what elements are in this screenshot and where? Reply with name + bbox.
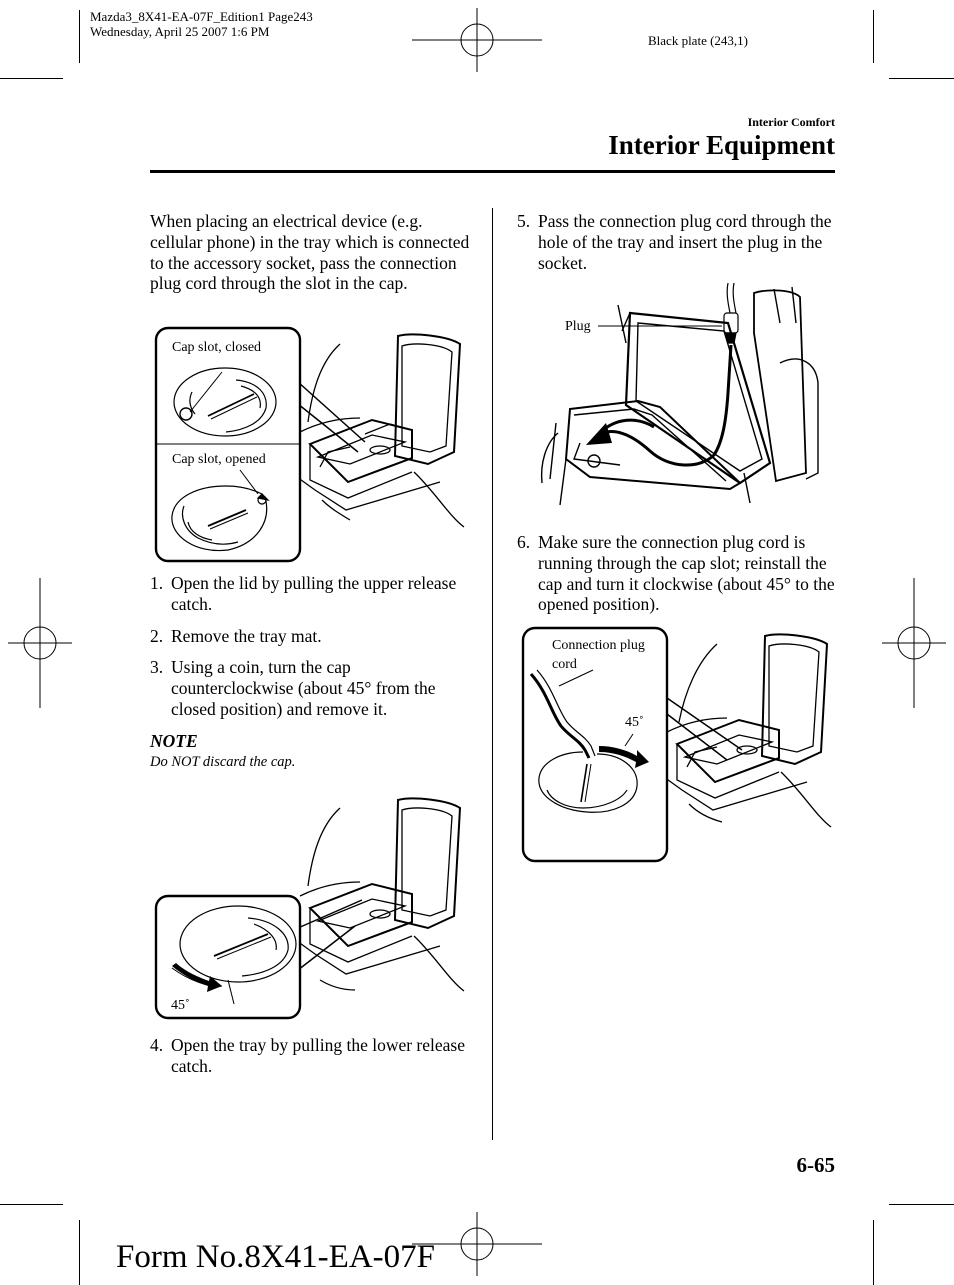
label-cap-slot-opened: Cap slot, opened: [172, 452, 266, 467]
step-number: 2.: [150, 625, 164, 646]
step5-list: [517, 211, 835, 284]
column-divider: [492, 208, 493, 1140]
list-item: [150, 573, 470, 615]
intro-paragraph: When placing an electrical device (e.g. cellular phone) in the tray which is connected to the accessory socket, pass the connection plug cord through the slot in the cap.: [150, 211, 470, 294]
step-text: Make sure the connection plug cord is running through the cap slot; reinstall the cap and turn it clockwise (about 45° to the opened position).: [538, 532, 835, 615]
step-number: 4.: [150, 1035, 164, 1055]
list-item: [517, 211, 835, 273]
page-number: 6-65: [796, 1153, 835, 1177]
list-item: [517, 532, 835, 615]
print-file-line2: Wednesday, April 25 2007 1:6 PM: [90, 24, 270, 39]
step-number: 1.: [150, 573, 164, 593]
print-file-info: [90, 9, 313, 39]
steps-list-left: [150, 573, 470, 731]
step-number: 3.: [150, 657, 164, 678]
registration-mark-left: [8, 578, 72, 708]
print-file-line1: Mazda3_8X41-EA-07F_Edition1 Page243: [90, 9, 313, 24]
step-number: 5.: [517, 211, 531, 231]
label-angle-45: 45˚: [625, 715, 644, 730]
form-number: Form No.8X41-EA-07F: [116, 1239, 435, 1275]
step-number: 6.: [517, 532, 531, 552]
step-text: Open the lid by pulling the upper release catch.: [171, 573, 457, 614]
figure-plug-socket: [530, 283, 830, 523]
note-text: Do NOT discard the cap.: [150, 754, 296, 770]
label-plug: Plug: [565, 319, 591, 334]
step6-list: [517, 532, 835, 626]
step-text: Pass the connection plug cord through the hole of the tray and insert the plug in the socket.: [538, 211, 832, 273]
label-cord-line1: Connection plug: [552, 638, 645, 653]
step-text: Using a coin, turn the cap counterclockwise (about 45° from the closed position) and remove it.: [171, 657, 436, 719]
label-cord-line2: cord: [552, 657, 577, 672]
turn-cap-illustration: [150, 790, 470, 1025]
cap-slot-illustration: [150, 322, 470, 567]
list-item: [150, 626, 470, 647]
list-item: [150, 657, 470, 719]
page-title: Interior Equipment: [608, 130, 835, 160]
registration-mark-top: [412, 8, 542, 72]
section-label: Interior Comfort: [747, 115, 835, 129]
title-rule: [150, 170, 835, 173]
step4-list: [150, 1035, 470, 1088]
list-item: [150, 1035, 470, 1077]
label-angle-45: 45˚: [171, 998, 190, 1013]
label-connection-cord: [552, 636, 645, 674]
step-text: Open the tray by pulling the lower release catch.: [171, 1035, 465, 1076]
figure-turn-cap: [150, 790, 470, 1025]
label-cap-slot-closed: Cap slot, closed: [172, 340, 262, 355]
step-text: Remove the tray mat.: [171, 625, 322, 646]
figure-cap-slot: [150, 322, 470, 567]
figure-reinstall-cap: [517, 622, 837, 867]
plate-info: Black plate (243,1): [648, 33, 748, 48]
registration-mark-right: [882, 578, 946, 708]
note-title: NOTE: [150, 731, 198, 751]
